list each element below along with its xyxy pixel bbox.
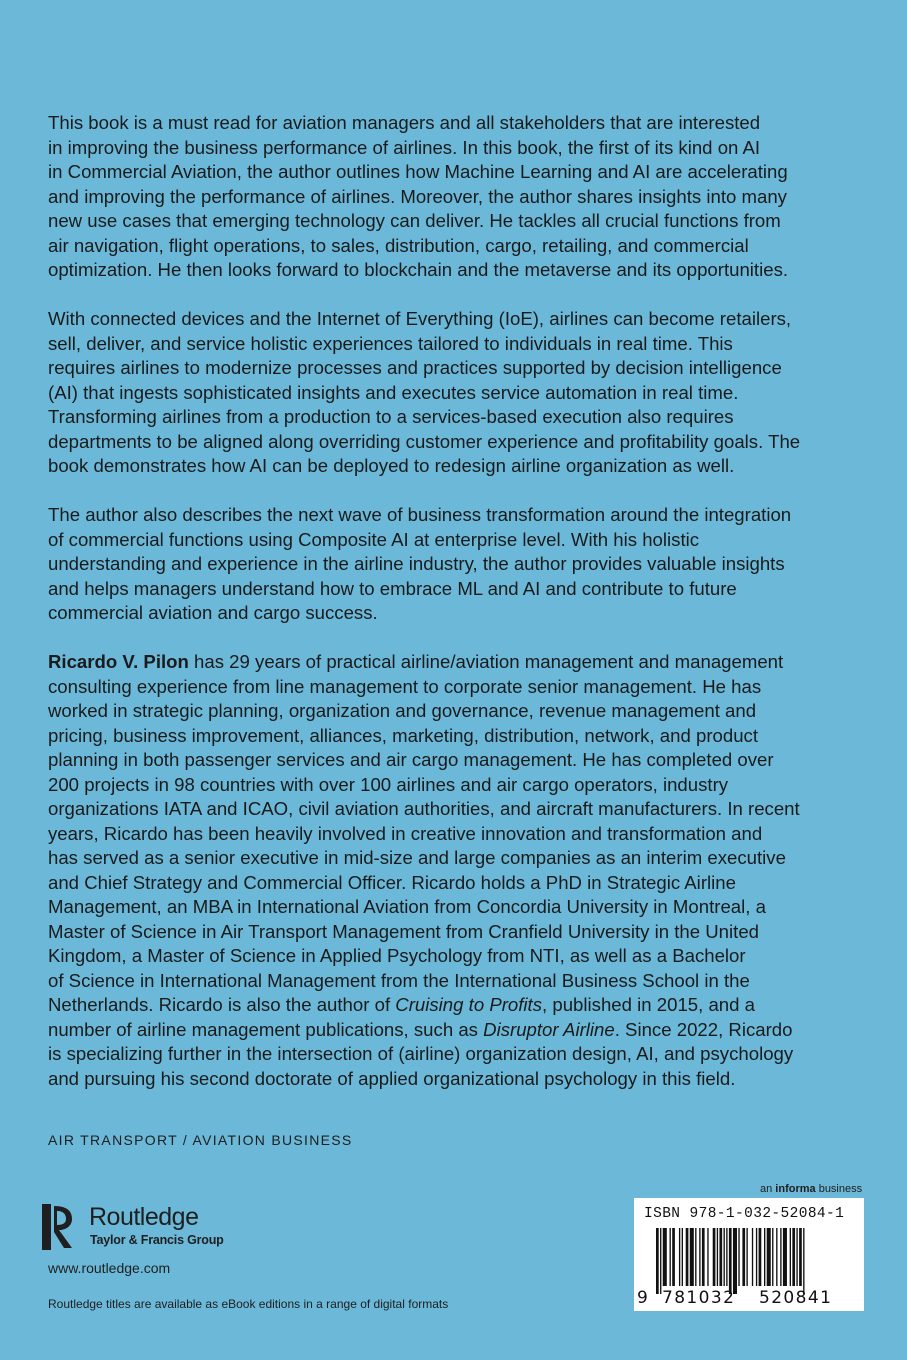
text-line: sell, deliver, and service holistic experiences tailored to individuals in real time. This [48, 332, 733, 354]
ean-group-2: 520841 [759, 1288, 833, 1308]
subject-category: AIR TRANSPORT / AVIATION BUSINESS [48, 1132, 353, 1148]
text-fragment: Netherlands. Ricardo is also the author of [48, 994, 396, 1015]
publisher-url: www.routledge.com [48, 1260, 171, 1276]
barcode-bar [670, 1228, 671, 1286]
text-line: optimization. He then looks forward to blockchain and the metaverse and its opportunities. [48, 259, 789, 280]
text-fragment: number of airline management publications, such as [48, 1018, 484, 1040]
text-line: Transforming airlines from a production to a services-based execution also requires [48, 406, 734, 427]
back-cover-blurb [48, 111, 863, 1116]
book-title-disruptor-airline: Disruptor Airline [483, 1018, 615, 1040]
barcode-bar [796, 1228, 797, 1286]
text-line: in improving the business performance of airlines. In this book, the first of its kind on AI [48, 136, 761, 158]
text-line [48, 993, 863, 1018]
ean-group-1: 781032 [662, 1288, 736, 1308]
barcode-bar [803, 1228, 804, 1294]
barcode-bar [663, 1228, 667, 1286]
barcode-bar [746, 1228, 747, 1286]
text-line: of commercial functions using Composite AI at enterprise level. With his holistic [48, 528, 700, 550]
barcode-bar [717, 1228, 718, 1286]
barcode-bar [686, 1228, 689, 1286]
text-line: 200 projects in 98 countries with over 100 airlines and air cargo operators, industry [48, 773, 729, 795]
barcode-bar [780, 1228, 781, 1286]
barcode-bar [776, 1228, 777, 1286]
ebook-note: Routledge titles are available as eBook editions in a range of digital formats [48, 1297, 449, 1311]
text-line: The author also describes the next wave of business transformation around the integration [48, 504, 792, 525]
text-line: and improving the performance of airlines. Moreover, the author shares insights into many [48, 185, 787, 207]
barcode-bar [690, 1228, 694, 1286]
text-line: departments to be aligned along overriding customer experience and profitability goals. The [48, 430, 801, 452]
book-title-cruising-to-profits: Cruising to Profits [395, 994, 543, 1015]
barcode-bar [656, 1228, 659, 1294]
blurb-paragraph-1 [48, 111, 863, 283]
text-line: worked in strategic planning, organization and governance, revenue management and [48, 700, 757, 721]
ean-first-digit: 9 [637, 1288, 650, 1308]
text-line: consulting experience from line management to corporate senior management. He has [48, 675, 762, 697]
barcode-bar [724, 1228, 725, 1286]
barcode-bar [699, 1228, 700, 1286]
informa-brand: informa [775, 1183, 816, 1195]
barcode-bar [672, 1228, 675, 1286]
text-line: commercial aviation and cargo success. [48, 602, 378, 623]
barcode-bar [783, 1228, 787, 1286]
barcode-bar [756, 1228, 757, 1286]
text-fragment: . Since 2022, Ricardo [614, 1018, 793, 1040]
text-fragment: an [760, 1183, 776, 1195]
text-line: new use cases that emerging technology can deliver. He tackles all crucial functions from [48, 210, 781, 231]
text-line: has served as a senior executive in mid-size and large companies as an interim executive [48, 847, 786, 868]
text-line: is specializing further in the intersection of (airline) organization design, AI, and psychology [48, 1043, 794, 1064]
barcode-bar [729, 1228, 732, 1294]
barcode-bar [772, 1228, 773, 1286]
text-line: Management, an MBA in International Aviation from Concordia University in Montreal, a [48, 896, 766, 917]
author-bio [48, 650, 863, 1091]
text-line: in Commercial Aviation, the author outlines how Machine Learning and AI are accelerating [48, 161, 788, 182]
text-fragment: business [815, 1183, 863, 1195]
barcode-bar [679, 1228, 680, 1286]
barcode-bar [738, 1228, 739, 1286]
isbn-label: ISBN 978-1-032-52084-1 [644, 1206, 845, 1222]
text-line: and Chief Strategy and Commercial Officer. Ricardo holds a PhD in Strategic Airline [48, 871, 736, 893]
text-line: and pursuing his second doctorate of applied organizational psychology in this field. [48, 1067, 736, 1089]
routledge-r-icon [42, 1202, 76, 1252]
text-line: planning in both passenger services and air cargo management. He has completed over [48, 749, 774, 770]
barcode-bar [790, 1228, 791, 1286]
text-line: air navigation, flight operations, to sales, distribution, cargo, retailing, and commercial [48, 234, 749, 256]
blurb-paragraph-3 [48, 503, 863, 626]
text-line: With connected devices and the Internet of Everything (IoE), airlines can become retailers, [48, 308, 792, 329]
blurb-paragraph-2 [48, 307, 863, 479]
barcode-bar [752, 1228, 753, 1286]
barcode-bar [733, 1228, 737, 1294]
barcode-bar [713, 1228, 716, 1286]
barcode-bar [767, 1228, 771, 1286]
informa-business-tag [760, 1183, 862, 1195]
text-line: organizations IATA and ICAO, civil aviation authorities, and aircraft manufacturers. In recent [48, 798, 800, 819]
barcode-bar [707, 1228, 708, 1286]
text-fragment: , published in 2015, and a [542, 994, 755, 1015]
text-line: pricing, business improvement, alliances, marketing, distribution, network, and product [48, 724, 759, 746]
text-line: This book is a must read for aviation managers and all stakeholders that are interested [48, 112, 761, 133]
barcode-bar [695, 1228, 696, 1286]
text-line: requires airlines to modernize processes and practices supported by decision intelligence [48, 357, 782, 378]
barcode-bar [702, 1228, 705, 1286]
publisher-logo [42, 1202, 242, 1258]
text-line: understanding and experience in the airline industry, the author provides valuable insights [48, 553, 785, 574]
publisher-name: Routledge [89, 1203, 199, 1231]
text-fragment: has 29 years of practical airline/aviation management and management [188, 651, 784, 672]
barcode-bar [660, 1228, 661, 1294]
text-line: (AI) that ingests sophisticated insights and executes service automation in real time. [48, 381, 739, 403]
barcode-bar [742, 1228, 745, 1286]
barcode-bar [682, 1228, 683, 1286]
author-name: Ricardo V. Pilon [48, 651, 189, 672]
text-line: Master of Science in Air Transport Management from Cranfield University in the United [48, 920, 760, 942]
barcode-bar [726, 1228, 727, 1286]
text-line: book demonstrates how AI can be deployed to redesign airline organization as well. [48, 455, 735, 476]
text-line: and helps managers understand how to embrace ML and AI and contribute to future [48, 577, 737, 599]
text-line: years, Ricardo has been heavily involved in creative innovation and transformation and [48, 822, 763, 844]
barcode-bar [764, 1228, 765, 1286]
text-line: Kingdom, a Master of Science in Applied Psychology from NTI, as well as a Bachelor [48, 945, 746, 966]
isbn-barcode [634, 1198, 864, 1311]
barcode-bar [759, 1228, 762, 1286]
barcode-bar [792, 1228, 795, 1286]
publisher-group: Taylor & Francis Group [90, 1233, 224, 1247]
barcode-bar [719, 1228, 722, 1286]
text-line [48, 1018, 863, 1043]
barcode-bar [799, 1228, 802, 1286]
text-line [48, 650, 863, 675]
text-line: of Science in International Management from the International Business School in the [48, 969, 750, 991]
